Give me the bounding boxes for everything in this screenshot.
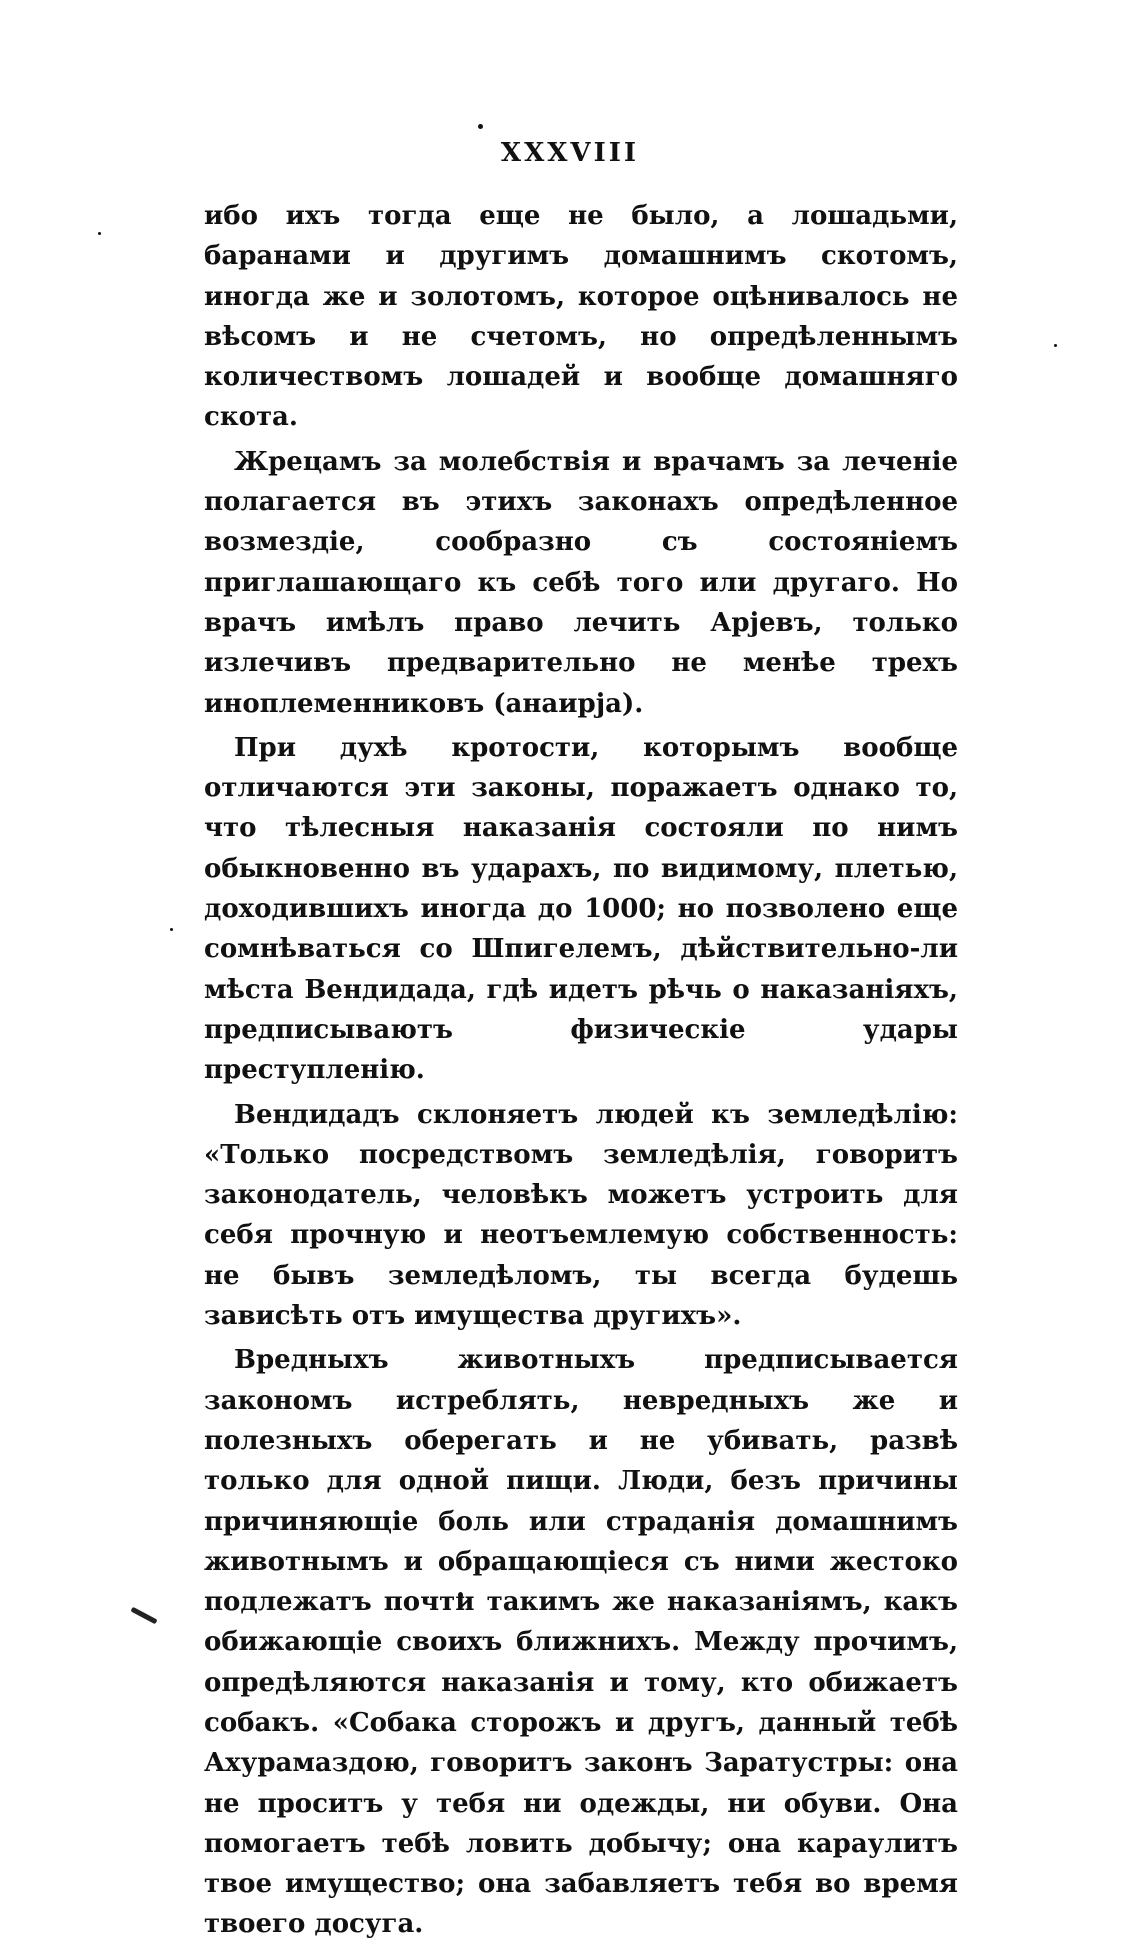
paragraph: При духѣ кротости, которымъ вообще отличаются эти законы, поражаетъ однако то, что тѣлесныя наказанія состояли по нимъ обыкновенно въ ударахъ, по видимому, плетью, доходившихъ иногда до 1000; но позволено еще сомнѣваться со Шпигелемъ, дѣйствительно-ли мѣста Вендидада, гдѣ идетъ рѣчь о наказаніяхъ, предписываютъ физическіе удары преступленію. — [204, 732, 958, 1086]
print-speck — [98, 232, 101, 235]
paragraph: Вендидадъ склоняетъ людей къ земледѣлію: «Только посредствомъ земледѣлія, говоритъ законодатель, человѣкъ можетъ устроить для себя прочную и неотъемлемую собственность: не бывъ земледѣломъ, ты всегда будешь зависѣть отъ имущества другихъ». — [204, 1099, 958, 1332]
paragraph: Жрецамъ за молебствія и врачамъ за леченіе полагается въ этихъ законахъ опредѣленное возмездіе, сообразно съ состояніемъ приглашающаго къ себѣ того или другаго. Но врачъ имѣлъ право лечить Арјевъ, только излечивъ предварительно не менѣе трехъ иноплеменниковъ (анаирја). — [204, 446, 958, 719]
body-text — [204, 196, 958, 1949]
print-speck — [478, 124, 483, 129]
print-speck — [170, 928, 173, 931]
paragraph: ибо ихъ тогда еще не было, а лошадьми, баранами и другимъ домашнимъ скотомъ, иногда же и золотомъ, которое оцѣнивалось не вѣсомъ и не счетомъ, но опредѣленнымъ количествомъ лошадей и вообще домашняго скота. — [204, 201, 958, 433]
paragraph: Вредныхъ животныхъ предписывается закономъ истреблять, невредныхъ же и полезныхъ оберегать и не убивать, развѣ только для одной пищи. Люди, безъ причины причиняющіе боль или страданія домашнимъ животнымъ и обращающіеся съ ними жестоко подлежатъ почти такимъ же наказаніямъ, какъ обижающіе своихъ ближнихъ. Между прочимъ, опредѣляются наказанія и тому, кто обижаетъ собакъ. «Собака сторожъ и другъ, данный тебѣ Ахурамаздою, говоритъ законъ Заратустры: она не проситъ у тебя ни одежды, ни обуви. Она помогаетъ тебѣ ловить добычу; она караулитъ твое имущество; она забавляетъ тебя во время твоего досуга. — [204, 1345, 958, 1940]
page-number: XXXVIII — [500, 138, 640, 168]
print-speck — [1054, 344, 1057, 347]
print-mark — [130, 1607, 157, 1625]
